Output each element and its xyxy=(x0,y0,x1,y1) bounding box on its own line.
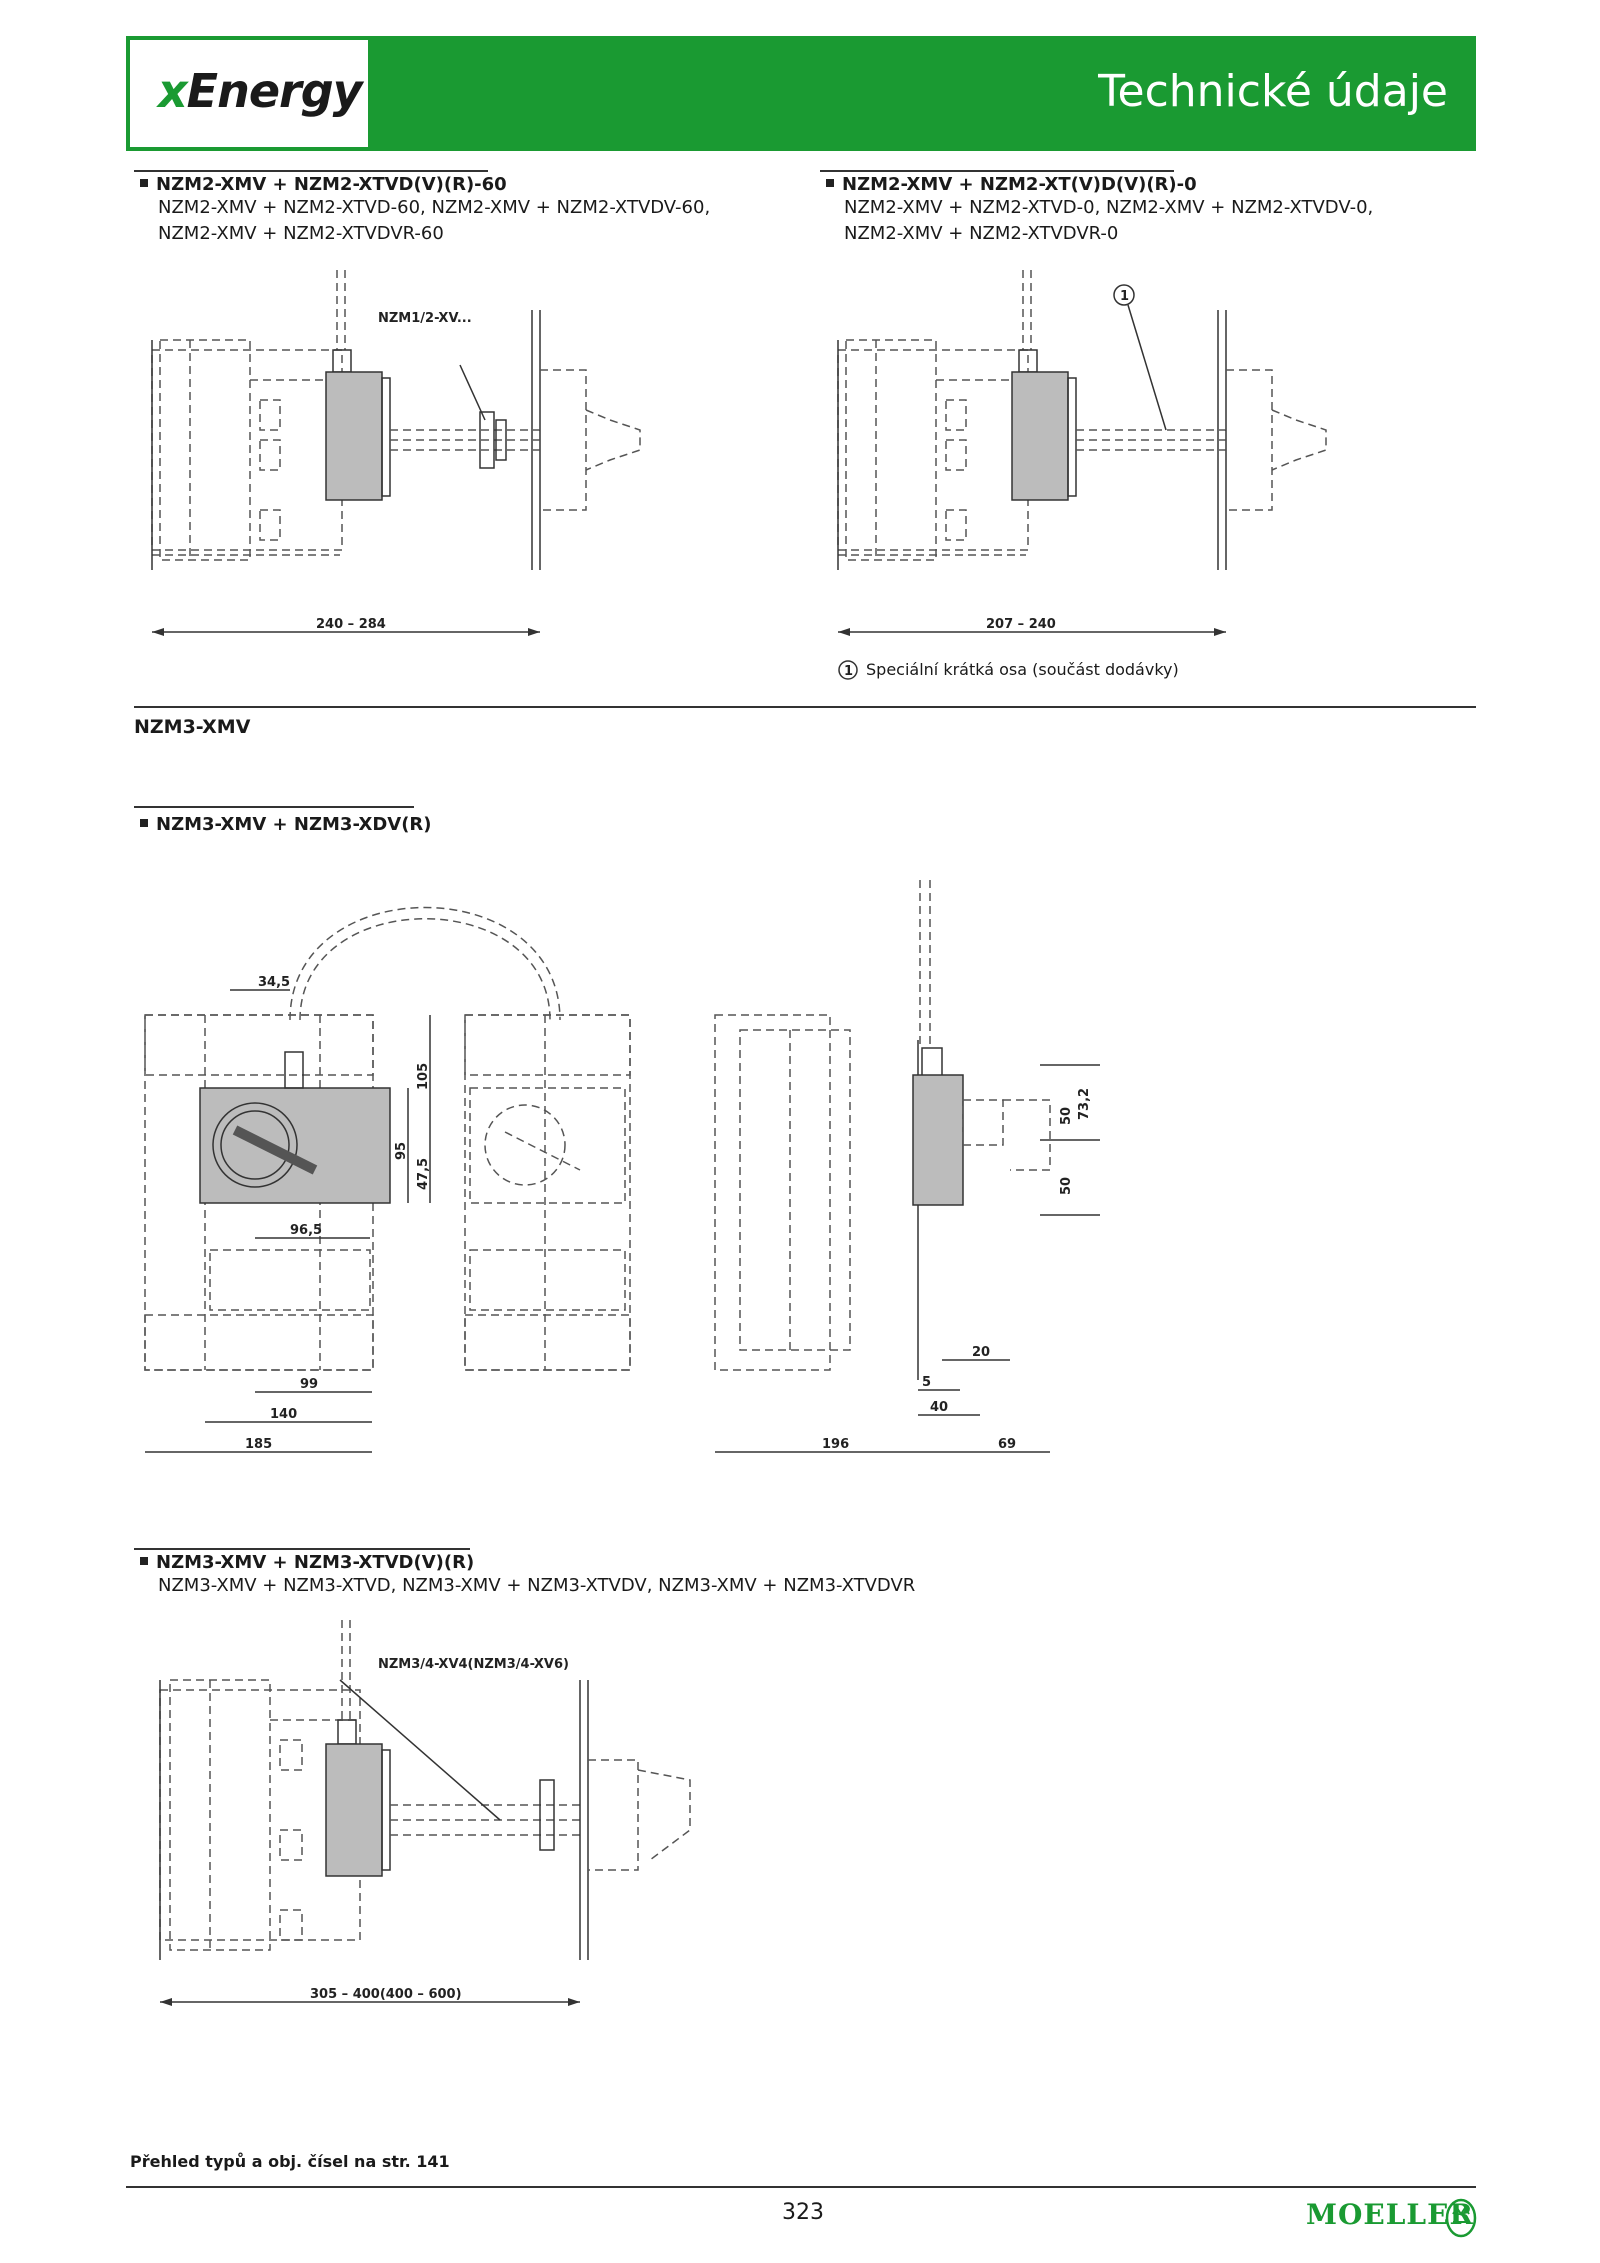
dimension-label: 305 – 400(400 – 600) xyxy=(310,1987,462,2002)
page-title: Technické údaje xyxy=(1098,66,1448,117)
section-title: NZM2-XMV + NZM2-XT(V)D(V)(R)-0 xyxy=(842,174,1197,195)
section-c-header xyxy=(140,1552,915,1599)
section-subtitle: NZM2-XMV + NZM2-XTVD-60, NZM2-XMV + NZM2-XTVDV-60, xyxy=(158,197,711,218)
dimension-label: 240 – 284 xyxy=(316,617,386,632)
dim-99: 99 xyxy=(300,1377,319,1392)
callout-number: 1 xyxy=(1120,289,1130,304)
moeller-logo: MOELLER xyxy=(1306,2198,1474,2231)
dim-140: 140 xyxy=(270,1407,298,1422)
drawing-nzm3-xdv-front xyxy=(140,870,700,1470)
page-number: 323 xyxy=(782,2200,824,2225)
note-number: 1 xyxy=(844,664,854,679)
dim-5: 5 xyxy=(922,1375,932,1390)
section-rule xyxy=(134,170,488,172)
section-subtitle: NZM2-XMV + NZM2-XTVD-0, NZM2-XMV + NZM2-XTVDV-0, xyxy=(844,197,1374,218)
dim-20: 20 xyxy=(972,1345,991,1360)
dim-95: 95 xyxy=(394,1141,409,1160)
section-subtitle: NZM3-XMV + NZM3-XTVD, NZM3-XMV + NZM3-XTVDV, NZM3-XMV + NZM3-XTVDVR xyxy=(158,1575,916,1596)
dim-50-bottom: 50 xyxy=(1059,1176,1074,1195)
section-b-title: NZM3-XMV + NZM3-XDV(R) xyxy=(140,814,432,835)
dim-196: 196 xyxy=(822,1437,850,1452)
section-title: NZM3-XMV + NZM3-XTVD(V)(R) xyxy=(156,1552,475,1573)
dim-69: 69 xyxy=(998,1437,1017,1452)
dim-96-5: 96,5 xyxy=(290,1223,323,1238)
dim-50-top: 50 xyxy=(1059,1106,1074,1125)
dim-73-2: 73,2 xyxy=(1077,1087,1092,1120)
dim-40: 40 xyxy=(930,1400,949,1415)
bullet-icon xyxy=(826,179,834,187)
drawing-nzm2-xtvd-60 xyxy=(140,270,700,650)
section-a-right-header xyxy=(826,174,1373,247)
section-rule xyxy=(134,1548,470,1550)
dim-47-5: 47,5 xyxy=(416,1157,431,1190)
section-subtitle: NZM2-XMV + NZM2-XTVDVR-60 xyxy=(158,223,444,244)
drawing-nzm3-xtvd xyxy=(150,1620,730,2020)
section-rule xyxy=(134,806,414,808)
footer-note: Přehled typů a obj. čísel na str. 141 xyxy=(130,2152,450,2171)
part-label: NZM1/2-XV... xyxy=(378,311,472,326)
moeller-emblem-icon xyxy=(1444,2198,1478,2238)
divider xyxy=(134,706,1476,708)
section-heading: NZM3-XMV xyxy=(134,716,251,738)
section-subtitle: NZM2-XMV + NZM2-XTVDVR-0 xyxy=(844,223,1119,244)
drawing-nzm2-xtvd-0 xyxy=(826,270,1386,690)
dim-34-5: 34,5 xyxy=(258,975,291,990)
section-a-left-header xyxy=(140,174,710,247)
dim-185: 185 xyxy=(245,1437,273,1452)
footnote: Speciální krátká osa (součást dodávky) xyxy=(866,660,1179,679)
bullet-icon xyxy=(140,819,148,827)
dimension-label: 207 – 240 xyxy=(986,617,1056,632)
section-rule xyxy=(820,170,1174,172)
part-label: NZM3/4-XV4(NZM3/4-XV6) xyxy=(378,1657,569,1672)
section-title: NZM2-XMV + NZM2-XTVD(V)(R)-60 xyxy=(156,174,507,195)
xenergy-logo: xEnergy xyxy=(158,64,362,118)
footer-rule xyxy=(126,2186,1476,2188)
bullet-icon xyxy=(140,1557,148,1565)
bullet-icon xyxy=(140,179,148,187)
drawing-nzm3-xdv-side xyxy=(710,870,1110,1470)
dim-105: 105 xyxy=(416,1062,431,1090)
